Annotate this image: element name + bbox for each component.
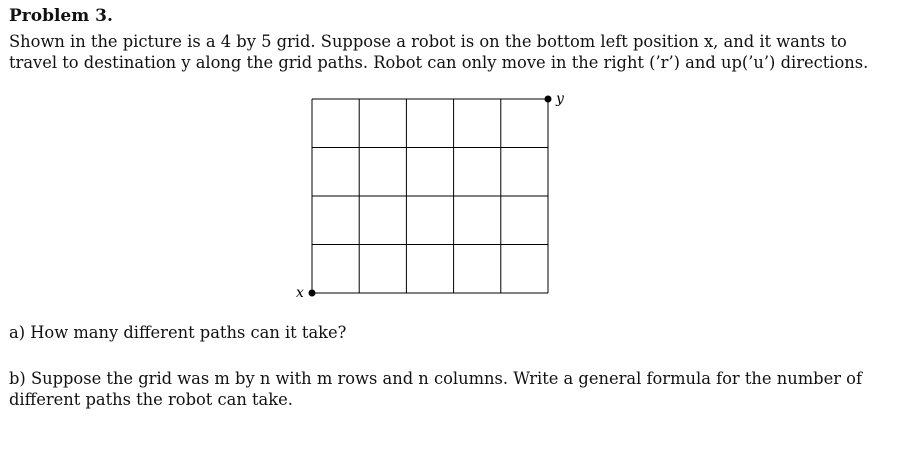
question-b-line-2: different paths the robot can take. [9,390,293,409]
start-point-label: x [296,285,304,301]
end-point-label: y [556,91,564,107]
grid-diagram [280,88,600,303]
question-b [9,368,862,410]
statement-line-1: Shown in the picture is a 4 by 5 grid. Suppose a robot is on the bottom left position x, and it wants to [9,32,847,51]
grid-figure [280,88,600,303]
problem-statement [9,31,889,73]
end-point-dot [545,96,552,103]
question-a: a) How many different paths can it take? [9,323,347,342]
grid-lines [312,99,548,293]
problem-title: Problem 3. [9,6,113,26]
statement-line-2: travel to destination y along the grid paths. Robot can only move in the right (’r’) and up(’u’) directions. [9,53,869,72]
question-b-line-1: b) Suppose the grid was m by n with m rows and n columns. Write a general formula for the number of [9,369,862,388]
start-point-dot [309,290,316,297]
